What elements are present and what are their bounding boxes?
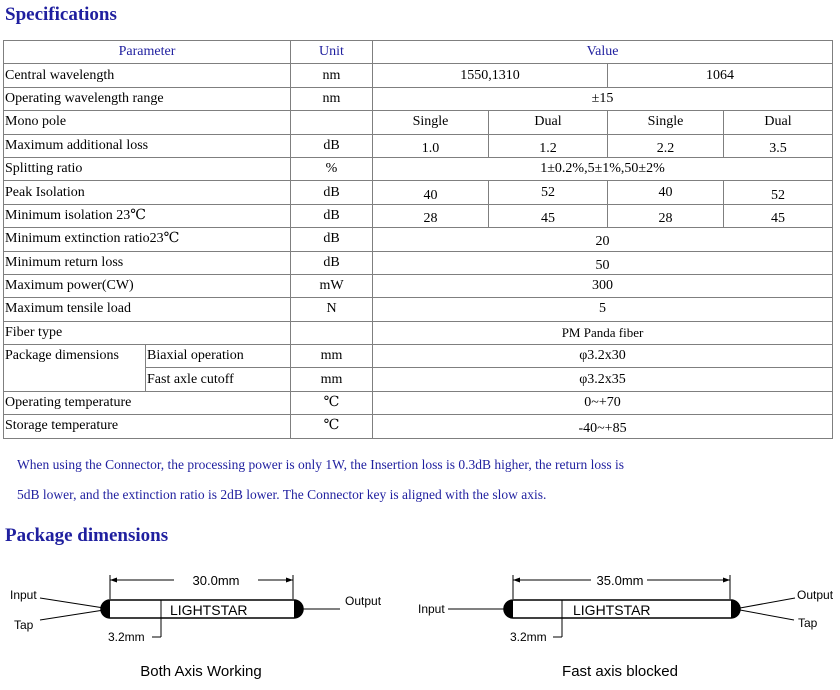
value-cell: ±15 <box>373 87 833 110</box>
param-label: Fiber type <box>4 321 291 344</box>
table-row <box>4 111 833 134</box>
input-fiber <box>40 598 104 608</box>
brand-label: LIGHTSTAR <box>170 602 248 618</box>
specifications-heading: Specifications <box>5 4 117 25</box>
diameter-label: 3.2mm <box>108 630 145 644</box>
diagram-both-axis-working <box>0 565 400 690</box>
table-row <box>4 181 833 204</box>
param-label: Package dimensions <box>4 345 146 392</box>
param-label: Storage temperature <box>4 415 291 438</box>
brand-label: LIGHTSTAR <box>573 602 651 618</box>
unit-cell <box>291 321 373 344</box>
param-label: Operating wavelength range <box>4 87 291 110</box>
value-cell: Dual <box>489 111 608 134</box>
value-text: 2.2 <box>656 140 675 156</box>
table-row <box>4 345 833 368</box>
value-cell <box>373 251 833 274</box>
header-value: Value <box>373 41 833 64</box>
value-cell <box>489 204 608 227</box>
tap-fiber <box>40 610 104 620</box>
diagram-caption: Fast axis blocked <box>562 663 678 680</box>
value-cell: 40 <box>608 181 724 204</box>
diagram-caption: Both Axis Working <box>140 663 262 680</box>
param-label: Maximum tensile load <box>4 298 291 321</box>
connector-note-line1: When using the Connector, the processing power is only 1W, the Insertion loss is 0.3dB higher, the return loss is <box>17 457 624 472</box>
end-cap <box>101 600 110 618</box>
table-row <box>4 415 833 438</box>
input-label: Input <box>10 588 37 602</box>
value-cell <box>373 204 489 227</box>
value-cell: PM Panda fiber <box>373 321 833 344</box>
value-cell: Single <box>608 111 724 134</box>
length-label: 35.0mm <box>596 573 644 588</box>
value-cell: φ3.2x30 <box>373 345 833 368</box>
value-cell <box>608 204 724 227</box>
tap-label: Tap <box>14 618 34 632</box>
unit-cell: mm <box>291 368 373 391</box>
unit-cell: mW <box>291 274 373 297</box>
value-text: 45 <box>541 210 555 226</box>
param-sublabel: Biaxial operation <box>146 345 291 368</box>
value-cell: 52 <box>489 181 608 204</box>
value-text: 3.5 <box>769 140 787 156</box>
unit-cell: dB <box>291 134 373 157</box>
input-label: Input <box>418 602 445 616</box>
value-cell <box>608 134 724 157</box>
output-label: Output <box>797 588 834 602</box>
table-row <box>4 157 833 180</box>
unit-cell: ℃ <box>291 391 373 414</box>
value-text: 28 <box>658 210 673 226</box>
unit-cell <box>291 111 373 134</box>
diameter-label: 3.2mm <box>510 630 547 644</box>
length-label: 30.0mm <box>192 573 240 588</box>
param-label: Maximum additional loss <box>4 134 291 157</box>
unit-cell: dB <box>291 251 373 274</box>
unit-cell: mm <box>291 345 373 368</box>
table-row <box>4 134 833 157</box>
value-text: -40~+85 <box>578 421 627 437</box>
unit-cell: dB <box>291 228 373 251</box>
value-cell: Dual <box>724 111 833 134</box>
value-cell <box>373 181 489 204</box>
value-cell <box>724 181 833 204</box>
header-unit: Unit <box>291 41 373 64</box>
unit-cell: dB <box>291 181 373 204</box>
output-label: Output <box>345 594 382 608</box>
param-label: Operating temperature <box>4 391 291 414</box>
value-text: 52 <box>771 187 785 203</box>
value-cell <box>373 134 489 157</box>
diagram-fast-axis-blocked <box>410 565 835 690</box>
specifications-table <box>3 40 833 439</box>
table-row <box>4 64 833 87</box>
table-header-row <box>4 41 833 64</box>
table-row <box>4 228 833 251</box>
value-cell <box>373 415 833 438</box>
arrow-icon <box>513 578 520 583</box>
param-label: Minimum extinction ratio23℃ <box>4 228 291 251</box>
table-row <box>4 298 833 321</box>
param-label: Maximum power(CW) <box>4 274 291 297</box>
value-text: 20 <box>595 234 610 250</box>
param-label: Splitting ratio <box>4 157 291 180</box>
arrow-icon <box>110 578 117 583</box>
value-cell: φ3.2x35 <box>373 368 833 391</box>
value-cell: 1550,1310 <box>373 64 608 87</box>
value-text: 1.2 <box>539 140 557 156</box>
value-cell: 0~+70 <box>373 391 833 414</box>
end-cap <box>504 600 513 618</box>
unit-cell: nm <box>291 87 373 110</box>
output-fiber <box>740 598 795 608</box>
param-sublabel: Fast axle cutoff <box>146 368 291 391</box>
value-cell <box>724 134 833 157</box>
value-cell: 1064 <box>608 64 833 87</box>
value-cell: 300 <box>373 274 833 297</box>
value-cell: 5 <box>373 298 833 321</box>
value-text: 45 <box>771 210 785 226</box>
value-text: 28 <box>423 210 438 226</box>
value-text: 1.0 <box>421 140 440 156</box>
unit-cell: dB <box>291 204 373 227</box>
value-cell <box>489 134 608 157</box>
unit-cell: nm <box>291 64 373 87</box>
header-parameter: Parameter <box>4 41 291 64</box>
tap-fiber <box>740 610 794 620</box>
table-row <box>4 274 833 297</box>
table-row <box>4 321 833 344</box>
value-cell: 1±0.2%,5±1%,50±2% <box>373 157 833 180</box>
package-dimensions-heading: Package dimensions <box>5 525 169 546</box>
table-row <box>4 204 833 227</box>
param-label: Minimum return loss <box>4 251 291 274</box>
unit-cell: N <box>291 298 373 321</box>
table-row <box>4 87 833 110</box>
param-label: Peak Isolation <box>4 181 291 204</box>
unit-cell: % <box>291 157 373 180</box>
table-row <box>4 251 833 274</box>
value-cell <box>373 228 833 251</box>
unit-cell: ℃ <box>291 415 373 438</box>
table-row <box>4 391 833 414</box>
value-text: 50 <box>595 257 610 273</box>
param-label: Central wavelength <box>4 64 291 87</box>
end-cap <box>731 600 740 618</box>
connector-note-line2: 5dB lower, and the extinction ratio is 2dB lower. The Connector key is aligned with the slow axis. <box>17 487 547 502</box>
end-cap <box>294 600 303 618</box>
arrow-icon <box>723 578 730 583</box>
value-cell: Single <box>373 111 489 134</box>
arrow-icon <box>286 578 293 583</box>
value-cell <box>724 204 833 227</box>
param-label: Mono pole <box>4 111 291 134</box>
tap-label: Tap <box>798 616 818 630</box>
value-text: 40 <box>423 187 438 203</box>
param-label: Minimum isolation 23℃ <box>4 204 291 227</box>
